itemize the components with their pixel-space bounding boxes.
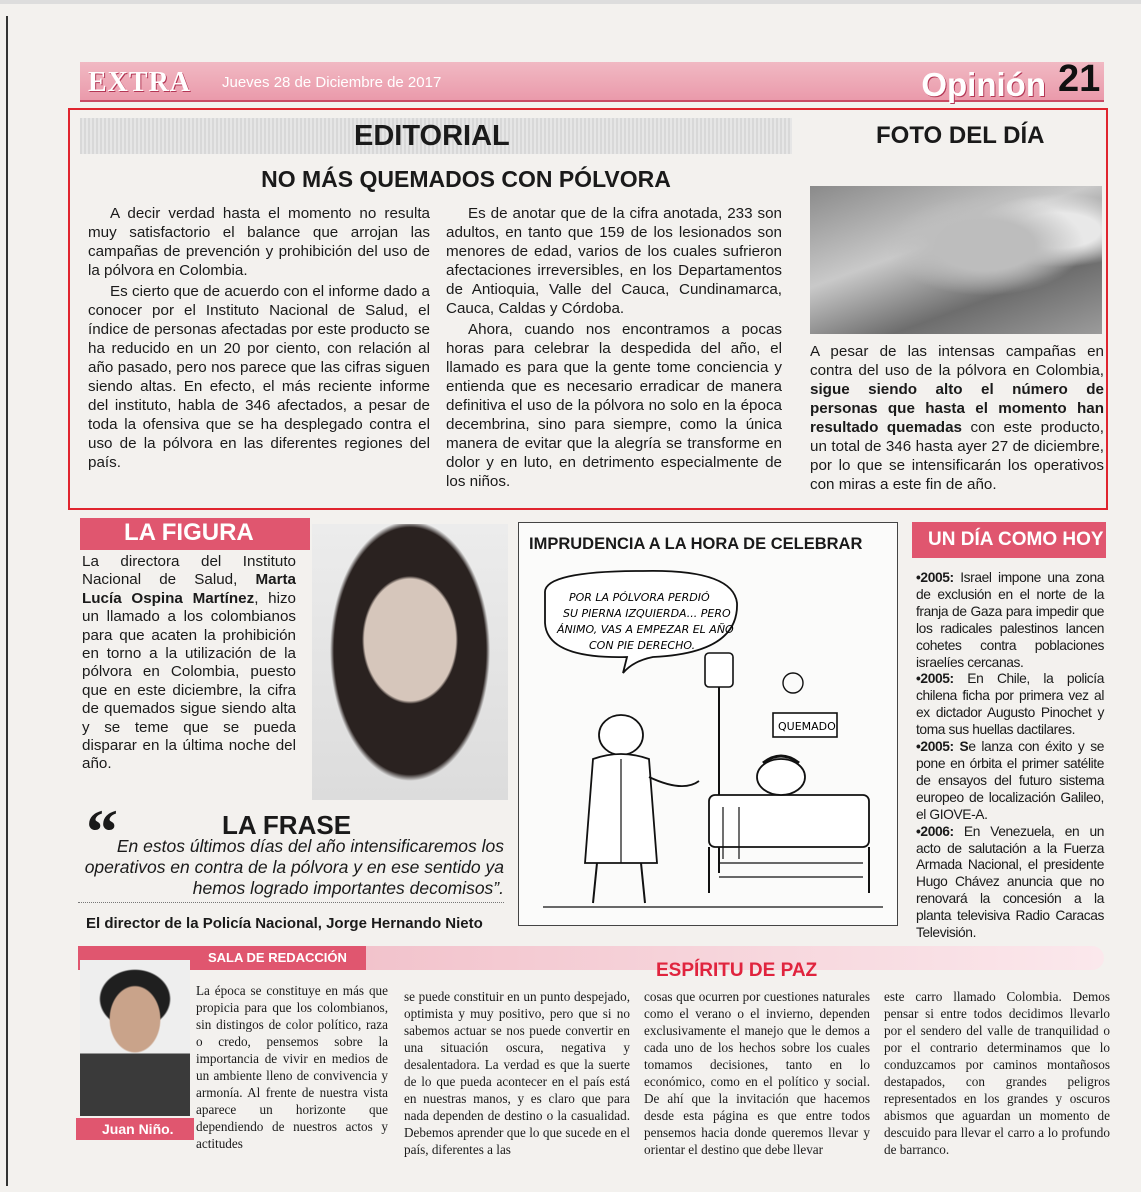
list-item (916, 824, 1104, 942)
bubble-line: CON PIE DERECHO. (589, 639, 696, 652)
item-year: •2005: S (916, 739, 969, 755)
item-text: Israel impone una zona de exclusión en el norte de la franja de Gaza para impedir que los radicales palestinos lancen cohetes contra poblaciones israelíes cercanas. (916, 570, 1104, 670)
figura-person-name: Marta Lucía Ospina Martínez (82, 571, 296, 607)
author-name: Juan Niño. (102, 1121, 174, 1137)
la-frase-author: El director de la Policía Nacional, Jorge Hernando Nieto (86, 915, 483, 932)
caption-start: A pesar de las intensas campañas en contra del uso de la pólvora en Colombia, (810, 343, 1104, 379)
list-item (916, 739, 1104, 824)
caption-end: con este producto, un total de 346 hasta ayer 27 de diciembre, por lo que se intensificarán los operativos con miras a este fin de año. (810, 419, 1104, 493)
list-item (916, 570, 1104, 671)
paragraph: Es de anotar que de la cifra anotada, 233 son adultos, en tanto que 159 de los lesionados son menores de edad, varios de los cuales sufrieron afectaciones irreversibles, en los Departamentos de Antioquia, Valle del Cauca, Cundinamarca, Cauca, Caldas y Córdoba. (446, 205, 782, 317)
paragraph: A decir verdad hasta el momento no resulta muy satisfactorio el balance que arrojan las campañas de prevención y prohibición del uso de la pólvora en Colombia. (88, 205, 430, 279)
author-photo (80, 960, 190, 1116)
editorial-box (68, 108, 1108, 510)
quote-mark-icon: “ (86, 796, 118, 867)
figura-text-start: La directora del Instituto Nacional de Salud, (82, 553, 296, 589)
la-figura-text (82, 553, 296, 774)
editorial-heading: EDITORIAL (354, 120, 510, 152)
la-figura-portrait (312, 524, 508, 800)
un-dia-como-hoy-list (916, 570, 1104, 942)
cartoon-box (518, 522, 898, 926)
bubble-line: POR LA PÓLVORA PERDIÓ (569, 591, 710, 604)
bubble-line: ÁNIMO, VAS A EMPEZAR EL AÑO (557, 623, 734, 636)
page-number: 21 (1058, 58, 1101, 100)
caption-bold: sigue siendo alto el número de personas que hasta el momento han resultado quemadas (810, 381, 1104, 436)
issue-date: Jueves 28 de Diciembre de 2017 (222, 74, 442, 91)
paragraph: Ahora, cuando nos encontramos a pocas horas para celebrar la despedida del año, el llamado es para que la gente tome conciencia y entienda que es necesario erradicar de manera definitiva el uso de la pólvora no solo en la época decembrina, sino para siempre, como la única manera de evitar que la alegría se transforme en dolor y en luto, en detrimento especialmente de los niños. (446, 321, 782, 490)
newspaper-logo: EXTRA (88, 67, 192, 98)
la-figura-heading: LA FIGURA (124, 519, 254, 546)
list-item (916, 671, 1104, 739)
item-text: e lanza con éxito y se pone en órbita el primer satélite de ensayos del futuro sistema europeo de localización Galileo, el GIOVE-A. (916, 739, 1104, 822)
item-text: En Venezuela, en un acto de salutación a la Fuerza Armada Nacional, el presidente Hugo Chávez anuncia que no renovará la concesión a la planta televisiva Radio Caracas Televisión. (916, 823, 1104, 941)
sala-de-redaccion-heading: SALA DE REDACCIÓN (208, 950, 347, 965)
column-title: ESPÍRITU DE PAZ (656, 960, 818, 981)
editorial-column-2 (446, 204, 782, 493)
editorial-column-1 (88, 204, 430, 474)
item-text: En Chile, la policía chilena ficha por primera vez al ex dictador Augusto Pinochet y toma sus huellas dactilares. (916, 671, 1104, 738)
column-text-3: cosas que ocurren por cuestiones naturales como el verano o el invierno, dependen exclusivamente el manejo que le demos a cada uno de los hechos sobre los cuales tomamos decisiones, tanto en lo económico, como en el político y social. De ahí que la invitación que hacemos desde esta página es que entre todos pensemos hacia donde queremos llevar y orientar el destino que debe llevar (644, 989, 870, 1157)
foto-del-dia-caption (810, 342, 1104, 494)
bubble-line: SU PIERNA IZQUIERDA... PERO (563, 607, 731, 620)
cartoon-sign: QUEMADO (778, 720, 836, 733)
cartoon-title: IMPRUDENCIA A LA HORA DE CELEBRAR (529, 535, 863, 553)
masthead (80, 62, 1104, 102)
page-left-rule (6, 16, 8, 1186)
item-year: •2006: (916, 823, 954, 839)
figura-text-end: , hizo un llamado a los colombianos para que acaten la prohibición en torno a la utilización de la pólvora en Colombia, puesto que en este diciembre, la cifra de quemados sigue siendo alta y se teme que se pueda disparar en la última noche del año. (82, 589, 296, 773)
editorial-title: NO MÁS QUEMADOS CON PÓLVORA (261, 166, 671, 192)
un-dia-como-hoy-heading: UN DÍA COMO HOY (928, 529, 1104, 550)
item-year: •2005: (916, 671, 954, 687)
foto-del-dia-heading: FOTO DEL DÍA (876, 122, 1045, 149)
column-text-2: se puede constituir en un punto despejado, optimista y muy positivo, pero que si no sabemos actuar se nos puede convertir en una situación oscura, negativa y desalentadora. La verdad es que la suerte de lo que pueda acontecer en el país está en nuestras manos, y es claro que para nada dependen de destino o la casualidad. Debemos aprender que lo que sucede en el país, diferentes a las (404, 989, 630, 1157)
page-top-edge (0, 0, 1141, 4)
cartoon-drawing (523, 563, 895, 923)
divider (78, 902, 504, 903)
la-frase-quote: En estos últimos días del año intensificaremos los operativos en contra de la pólvora y en ese sentido ya hemos logrado importantes decomisos”. (84, 836, 504, 898)
item-year: •2005: (916, 570, 954, 585)
column-text-4: este carro llamado Colombia. Demos pensar si entre todos decidimos llevarlo por el sendero del valle de tranquilidad o por el contrario determinamos que lo conduzcamos por caminos montañosos destapados, con grandes peligros representados en los grandes y oscuros abismos que aguardan un momento de descuido para llevar el carro a lo profundo de barranco. (884, 989, 1110, 1157)
column-text-1: La época se constituye en más que propicia para que los colombianos, sin distingos de color político, raza o credo, pensemos sobre la importancia de vivir en medios de un ambiente lleno de convivencia y armonía. Al frente de nuestra vista aparece un horizonte que dependiendo de nuestros actos y actitudes (196, 983, 388, 1151)
foto-del-dia-photo (810, 186, 1102, 334)
la-frase-heading: LA FRASE (222, 810, 352, 840)
section-name: Opinión (921, 66, 1046, 103)
paragraph: Es cierto que de acuerdo con el informe dado a conocer por el Instituto Nacional de Salud, el índice de personas afectadas por este producto se ha reducido en un 20 por ciento, con relación al año pasado, pero nos parece que las cifras siguen siendo altas. En efecto, el más reciente informe del instituto, habla de 346 afectados, a pesar de toda la ofensiva que se ha desplegado contra el uso de la pólvora en las diferentes regiones del país. (88, 283, 430, 471)
